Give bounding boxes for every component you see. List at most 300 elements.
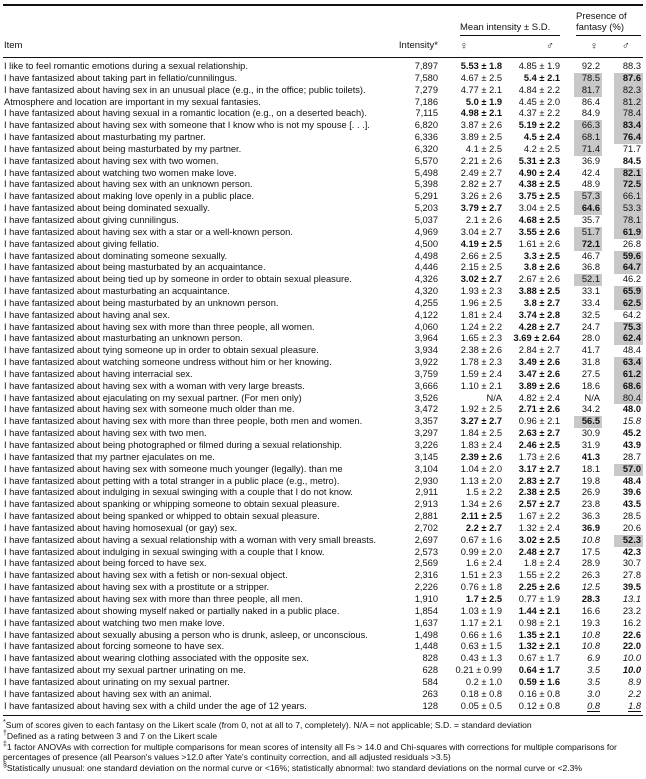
table-row xyxy=(3,61,643,73)
intensity-cell: 2,316 xyxy=(414,570,438,581)
mean-female-cell: 2.1 ± 2.6 xyxy=(465,214,502,225)
presence-female-cell: 3.5 xyxy=(587,676,600,687)
intensity-cell: 5,398 xyxy=(414,179,438,190)
intensity-cell: 2,930 xyxy=(414,475,438,486)
table-row xyxy=(3,547,643,559)
table-row xyxy=(3,333,643,345)
presence-female-cell: 86.4 xyxy=(581,96,600,107)
item-cell: I have fantasized about being masturbated by an acquaintance. xyxy=(4,262,266,273)
mean-female-cell: 4.1 ± 2.5 xyxy=(465,143,502,154)
intensity-cell: 3,526 xyxy=(414,392,438,403)
intensity-cell: 7,115 xyxy=(415,108,438,119)
presence-male-cell: 62.4 xyxy=(614,333,643,345)
mean-female-cell: 1.03 ± 1.9 xyxy=(460,605,502,616)
female-symbol: ♀ xyxy=(590,40,598,52)
mean-female-cell: 0.67 ± 1.6 xyxy=(460,534,502,545)
mean-male-cell: 3.8 ± 2.7 xyxy=(523,297,560,308)
presence-female-cell: 34.2 xyxy=(581,404,600,415)
mean-male-cell: 4.5 ± 2.4 xyxy=(523,132,560,143)
table-row xyxy=(3,168,643,180)
item-cell: I have fantasized about having sex with more than three people, all men. xyxy=(4,593,303,604)
presence-male-cell: 48.0 xyxy=(622,404,641,415)
presence-male-cell: 64.2 xyxy=(622,309,641,320)
presence-male-cell: 46.2 xyxy=(622,274,641,285)
presence-female-cell: 26.3 xyxy=(581,570,600,581)
mean-female-cell: 2.2 ± 2.7 xyxy=(465,522,502,533)
intensity-cell: 7,186 xyxy=(414,96,438,107)
table-row xyxy=(3,428,643,440)
presence-female-cell: 36.9 xyxy=(581,155,600,166)
presence-male-cell: 87.6 xyxy=(614,73,643,85)
mean-female-cell: 1.96 ± 2.5 xyxy=(460,297,502,308)
intensity-cell: 1,448 xyxy=(414,641,438,652)
intensity-cell: 3,922 xyxy=(414,357,438,368)
table-row xyxy=(3,440,643,452)
item-cell: I have fantasized about being masturbated by an unknown person. xyxy=(4,297,279,308)
presence-female-cell: 12.5 xyxy=(581,582,600,593)
presence-male-cell: 26.8 xyxy=(622,238,641,249)
table-row xyxy=(3,381,643,393)
presence-female-cell: 66.3 xyxy=(574,120,602,132)
item-cell: I have fantasized about having sex with a child under the age of 12 years. xyxy=(4,700,307,711)
mean-male-cell: 1.8 ± 2.4 xyxy=(523,558,560,569)
mean-female-cell: 4.19 ± 2.5 xyxy=(460,238,502,249)
mean-male-cell: 4.38 ± 2.5 xyxy=(518,179,560,190)
mean-male-cell: 2.25 ± 2.6 xyxy=(518,582,560,593)
footnote: *Sum of scores given to each fantasy on the Likert scale (from 0, not at all to 7, completely). N/A = not applicable; S.D. = standard deviation xyxy=(3,719,532,731)
item-cell: I have fantasized about sexually abusing a person who is drunk, asleep, or unconscious. xyxy=(4,629,368,640)
presence-male-cell: 88.3 xyxy=(622,61,641,71)
mean-female-cell: 1.92 ± 2.5 xyxy=(460,404,502,415)
mean-female-cell: 2.11 ± 2.5 xyxy=(461,511,502,522)
presence-female-cell: 36.8 xyxy=(581,262,600,273)
mean-male-cell: 3.74 ± 2.8 xyxy=(518,309,560,320)
mean-female-cell: 3.26 ± 2.6 xyxy=(460,191,502,202)
presence-female-cell: 33.1 xyxy=(581,286,600,297)
mean-male-cell: 2.38 ± 2.5 xyxy=(518,487,560,498)
mean-female-cell: 0.05 ± 0.5 xyxy=(460,700,502,711)
presence-male-cell: 61.2 xyxy=(614,369,643,381)
item-cell: I have fantasized about having sex with someone that I know who is not my spouse [. . .]. xyxy=(4,120,370,131)
item-cell: Atmosphere and location are important in my sexual fantasies. xyxy=(4,96,261,107)
presence-female-cell: N/A xyxy=(584,392,600,403)
intensity-cell: 6,320 xyxy=(414,143,438,154)
table-row xyxy=(3,464,643,476)
mean-male-cell: 1.32 ± 2.1 xyxy=(518,641,560,652)
intensity-cell: 6,336 xyxy=(414,132,438,143)
item-cell: I have fantasized about being masturbated by my partner. xyxy=(4,143,242,154)
item-cell: I have fantasized about having sex with an animal. xyxy=(4,688,212,699)
mean-female-cell: 0.76 ± 1.8 xyxy=(460,582,502,593)
intensity-cell: 2,913 xyxy=(414,499,438,510)
mean-female-cell: 1.65 ± 2.3 xyxy=(460,333,502,344)
presence-male-cell: 23.2 xyxy=(622,605,641,616)
item-cell: I have fantasized about having sex with two men. xyxy=(4,428,207,439)
mean-male-cell: 3.75 ± 2.5 xyxy=(518,191,560,202)
presence-female-cell: 46.7 xyxy=(581,250,600,261)
presence-male-cell: 39.6 xyxy=(622,487,641,498)
intensity-cell: 7,279 xyxy=(414,84,438,95)
mean-female-cell: 4.77 ± 2.1 xyxy=(460,84,502,95)
presence-male-cell: 52.3 xyxy=(614,535,643,547)
mean-male-cell: 3.8 ± 2.6 xyxy=(523,262,560,273)
table-row xyxy=(3,262,643,274)
intensity-cell: 4,498 xyxy=(414,250,438,261)
table-row xyxy=(3,641,643,653)
table-row xyxy=(3,653,643,665)
table-row xyxy=(3,203,643,215)
mean-female-cell: 2.49 ± 2.7 xyxy=(460,167,502,178)
column-group-header-row xyxy=(3,12,643,36)
table-row xyxy=(3,511,643,523)
intensity-cell: 3,666 xyxy=(414,380,438,391)
item-cell: I like to feel romantic emotions during a sexual relationship. xyxy=(4,61,248,71)
mean-female-cell: 1.24 ± 2.2 xyxy=(460,321,502,332)
item-cell: I have fantasized about having sex with a star or a well-known person. xyxy=(4,226,293,237)
table-row xyxy=(3,73,643,85)
presence-female-cell: 35.7 xyxy=(581,214,600,225)
presence-male-cell: 22.6 xyxy=(622,629,641,640)
presence-male-cell: 53.3 xyxy=(614,203,643,215)
presence-male-cell: 59.6 xyxy=(614,251,643,263)
table-row xyxy=(3,404,643,416)
item-cell: I have fantasized about showing myself naked or partially naked in a public place. xyxy=(4,605,340,616)
table-row xyxy=(3,156,643,168)
footnotes xyxy=(3,720,643,773)
mean-male-cell: 1.32 ± 2.4 xyxy=(518,522,560,533)
table-row xyxy=(3,606,643,618)
item-cell: I have fantasized about having homosexual (or gay) sex. xyxy=(4,522,238,533)
presence-female-cell: 57.3 xyxy=(574,191,602,203)
mean-male-cell: 2.83 ± 2.7 xyxy=(518,475,560,486)
table-row xyxy=(3,677,643,689)
item-cell: I have fantasized about urinating on my sexual partner. xyxy=(4,676,230,687)
table-row xyxy=(3,227,643,239)
intensity-cell: 5,203 xyxy=(414,203,438,214)
item-cell: I have fantasized about masturbating an acquaintance. xyxy=(4,286,230,297)
presence-female-cell: 64.6 xyxy=(574,203,602,215)
item-cell: I have fantasized about giving fellatio. xyxy=(4,238,160,249)
item-cell: I have fantasized about having sex with a prostitute or a stripper. xyxy=(4,582,270,593)
presence-female-cell: 42.4 xyxy=(581,167,600,178)
table-row xyxy=(3,286,643,298)
mean-male-cell: 4.37 ± 2.2 xyxy=(518,108,560,119)
mean-female-cell: 3.27 ± 2.7 xyxy=(460,416,502,427)
intensity-cell: 584 xyxy=(422,676,438,687)
intensity-cell: 1,854 xyxy=(414,605,438,616)
presence-male-cell: 82.3 xyxy=(614,85,643,97)
presence-female-cell: 31.9 xyxy=(581,440,600,450)
intensity-cell: 3,472 xyxy=(414,404,438,415)
item-cell: I have fantasized about wearing clothing associated with the opposite sex. xyxy=(4,653,309,664)
presence-female-cell: 68.1 xyxy=(574,132,602,144)
presence-female-cell: 41.7 xyxy=(581,345,600,356)
mean-female-cell: 1.81 ± 2.4 xyxy=(460,309,502,320)
presence-female-cell: 92.2 xyxy=(581,61,600,71)
table-row xyxy=(3,85,643,97)
presence-male-cell: 20.6 xyxy=(622,522,641,533)
mean-male-cell: 2.48 ± 2.7 xyxy=(518,546,560,557)
item-cell: I have fantasized about having sex with an unknown person. xyxy=(4,179,253,190)
intensity-cell: 4,255 xyxy=(414,297,438,308)
mean-female-cell: 1.93 ± 2.3 xyxy=(460,286,502,297)
presence-male-cell: 68.6 xyxy=(614,381,643,393)
intensity-cell: 7,580 xyxy=(414,72,438,83)
item-cell: I have fantasized about having sex with two women. xyxy=(4,155,219,166)
mean-female-cell: 1.78 ± 2.3 xyxy=(460,357,502,368)
intensity-cell: 2,911 xyxy=(415,487,438,498)
presence-female-cell: 36.3 xyxy=(581,511,600,522)
presence-female-cell: 36.9 xyxy=(581,522,600,533)
mean-male-cell: 2.46 ± 2.5 xyxy=(518,440,560,450)
presence-female-cell: 26.9 xyxy=(581,487,600,498)
mean-female-cell: 0.66 ± 1.6 xyxy=(460,629,502,640)
mean-male-cell: 4.85 ± 1.9 xyxy=(518,61,560,71)
presence-female-cell: 30.9 xyxy=(581,428,600,439)
item-cell: I have fantasized about having sex with someone much younger (legally). than me xyxy=(4,463,343,474)
intensity-cell: 7,897 xyxy=(414,61,438,71)
table-row xyxy=(3,582,643,594)
intensity-cell: 4,969 xyxy=(414,226,438,237)
intensity-cell: 4,060 xyxy=(414,321,438,332)
presence-male-cell: 2.2 xyxy=(628,688,641,699)
mean-female-cell: 3.79 ± 2.7 xyxy=(460,203,502,214)
mean-male-cell: 1.35 ± 2.1 xyxy=(518,629,560,640)
item-cell: I have fantasized about having interracial sex. xyxy=(4,368,193,379)
intensity-cell: 5,498 xyxy=(414,167,438,178)
mean-male-cell: 0.12 ± 0.8 xyxy=(518,700,560,711)
item-cell: I have fantasized about having sexual in a romantic location (e.g., on a deserted beach). xyxy=(4,108,367,119)
table-row xyxy=(3,689,643,701)
bottom-rule xyxy=(3,715,643,716)
item-cell: I have fantasized about being dominated sexually. xyxy=(4,203,210,214)
presence-female-cell: 84.9 xyxy=(581,108,600,119)
presence-male-cell: 71.7 xyxy=(622,143,641,154)
presence-male-cell: 1.8 xyxy=(628,700,641,711)
presence-male-cell: 42.3 xyxy=(622,546,641,557)
table-row xyxy=(3,416,643,428)
mean-female-cell: 0.21 ± 0.99 xyxy=(455,665,502,676)
intensity-cell: 3,759 xyxy=(414,368,438,379)
presence-female-cell: 10.8 xyxy=(581,629,600,640)
presence-female-cell: 27.5 xyxy=(581,368,600,379)
presence-female-cell: 24.7 xyxy=(581,321,600,332)
presence-male-cell: 43.5 xyxy=(622,499,641,510)
mean-male-cell: 4.2 ± 2.5 xyxy=(523,143,560,154)
item-cell: I have fantasized about spanking or whipping someone to obtain sexual pleasure. xyxy=(4,499,340,510)
item-cell: I have fantasized about having a sexual relationship with a woman with very small breasts. xyxy=(4,534,377,545)
presence-male-cell: 65.9 xyxy=(614,286,643,298)
mean-female-cell: 2.82 ± 2.7 xyxy=(460,179,502,190)
item-cell: I have fantasized about petting with a total stranger in a public place (e.g., metro). xyxy=(4,475,340,486)
presence-male-cell: 13.1 xyxy=(622,593,641,604)
mean-female-cell: 1.6 ± 2.4 xyxy=(465,558,502,569)
presence-male-cell: 39.5 xyxy=(622,582,641,593)
intensity-cell: 4,122 xyxy=(414,309,438,320)
female-symbol: ♀ xyxy=(460,40,468,52)
mean-male-cell: 2.71 ± 2.6 xyxy=(518,404,560,415)
presence-female-cell: 17.5 xyxy=(581,546,600,557)
table-row xyxy=(3,570,643,582)
table-row xyxy=(3,701,643,713)
table-row xyxy=(3,618,643,630)
table-header xyxy=(3,12,643,58)
mean-female-cell: 1.13 ± 2.0 xyxy=(460,475,502,486)
mean-male-cell: 3.17 ± 2.7 xyxy=(518,463,560,474)
male-symbol: ♂ xyxy=(546,40,554,52)
table-row xyxy=(3,274,643,286)
table-row xyxy=(3,191,643,203)
intensity-cell: 2,573 xyxy=(414,546,438,557)
presence-male-cell: 30.7 xyxy=(622,558,641,569)
table-row xyxy=(3,357,643,369)
item-cell: I have fantasized about being photographed or filmed during a sexual relationship. xyxy=(4,440,343,450)
mean-female-cell: 0.63 ± 1.5 xyxy=(460,641,502,652)
presence-male-cell: 64.7 xyxy=(614,262,643,274)
presence-group-header: Presence of fantasy (%) xyxy=(576,12,641,36)
presence-female-cell: 28.9 xyxy=(581,558,600,569)
intensity-cell: 3,226 xyxy=(414,440,438,450)
intensity-cell: 628 xyxy=(422,665,438,676)
presence-female-cell: 23.8 xyxy=(581,499,600,510)
presence-male-cell: 48.4 xyxy=(622,475,641,486)
item-cell: I have fantasized about my sexual partner urinating on me. xyxy=(4,665,246,676)
mean-female-cell: 4.98 ± 2.1 xyxy=(460,108,502,119)
mean-male-cell: 5.31 ± 2.3 xyxy=(518,155,560,166)
mean-female-cell: 2.21 ± 2.6 xyxy=(460,155,502,166)
intensity-cell: 3,297 xyxy=(414,428,438,439)
table-row xyxy=(3,630,643,642)
item-cell: I have fantasized about being tied up by someone in order to obtain sexual pleasure. xyxy=(4,274,352,285)
presence-male-cell: 27.8 xyxy=(622,570,641,581)
intensity-cell: 5,570 xyxy=(414,155,438,166)
table-row xyxy=(3,97,643,109)
intensity-cell: 1,637 xyxy=(414,617,438,628)
presence-male-cell: 63.4 xyxy=(614,357,643,369)
mean-female-cell: 0.43 ± 1.3 xyxy=(460,653,502,664)
mean-male-cell: 2.84 ± 2.7 xyxy=(518,345,560,356)
table-row xyxy=(3,144,643,156)
mean-female-cell: 3.04 ± 2.7 xyxy=(460,226,502,237)
item-cell: I have fantasized about indulging in sexual swinging with a couple that I know. xyxy=(4,546,325,557)
mean-female-cell: 3.89 ± 2.5 xyxy=(460,132,502,143)
mean-male-cell: 0.96 ± 2.1 xyxy=(518,416,560,427)
mean-male-cell: 3.49 ± 2.6 xyxy=(518,357,560,368)
mean-female-cell: 1.10 ± 2.1 xyxy=(460,380,502,391)
presence-female-cell: 41.3 xyxy=(581,451,600,462)
item-cell: I have fantasized about having sex with a woman with very large breasts. xyxy=(4,380,305,391)
presence-female-cell: 31.8 xyxy=(581,357,600,368)
presence-male-cell: 82.1 xyxy=(614,168,643,180)
mean-female-cell: 4.67 ± 2.5 xyxy=(460,72,502,83)
mean-male-cell: 3.55 ± 2.6 xyxy=(518,226,560,237)
presence-female-cell: 10.8 xyxy=(581,534,600,545)
intensity-cell: 3,934 xyxy=(414,345,438,356)
top-rule xyxy=(3,4,643,6)
presence-male-cell: 16.2 xyxy=(622,617,641,628)
mean-male-cell: 0.67 ± 1.7 xyxy=(518,653,560,664)
mean-male-cell: 1.67 ± 2.2 xyxy=(518,511,560,522)
table-row xyxy=(3,665,643,677)
mean-female-cell: 1.51 ± 2.3 xyxy=(460,570,502,581)
item-cell: I have fantasized about watching two men make love. xyxy=(4,617,225,628)
mean-male-cell: 5.4 ± 2.1 xyxy=(523,72,560,83)
table-row xyxy=(3,393,643,405)
item-cell: I have fantasized about having sex in an unusual place (e.g., in the office; public toilets). xyxy=(4,84,366,95)
item-cell: I have fantasized about having sex with a fetish or non-sexual object. xyxy=(4,570,288,581)
item-cell: I have fantasized about ejaculating on my sexual partner. (For men only) xyxy=(4,392,302,403)
presence-male-cell: 10.0 xyxy=(622,665,641,676)
intensity-cell: 1,498 xyxy=(414,629,438,640)
intensity-cell: 2,881 xyxy=(414,511,438,522)
mean-female-cell: 2.15 ± 2.5 xyxy=(460,262,502,273)
presence-female-cell: 6.9 xyxy=(587,653,600,664)
table-body xyxy=(3,61,643,712)
mean-male-cell: 1.55 ± 2.2 xyxy=(518,570,560,581)
presence-female-cell: 19.3 xyxy=(581,617,600,628)
presence-female-cell: 3.0 xyxy=(587,688,600,699)
presence-male-cell: 8.9 xyxy=(628,676,641,687)
item-cell: I have fantasized about masturbating an unknown person. xyxy=(4,333,243,344)
presence-female-cell: 72.1 xyxy=(574,239,602,251)
table-row xyxy=(3,476,643,488)
mean-male-cell: 4.84 ± 2.2 xyxy=(518,84,560,95)
item-cell: I have fantasized about having sex with more than three people, both men and women. xyxy=(4,416,363,427)
presence-male-cell: 61.9 xyxy=(614,227,643,239)
mean-female-cell: 1.04 ± 2.0 xyxy=(460,463,502,474)
mean-intensity-group-header: Mean intensity ± S.D. xyxy=(460,23,560,37)
mean-male-cell: 3.47 ± 2.6 xyxy=(518,368,560,379)
item-cell: I have fantasized about masturbating my partner. xyxy=(4,132,206,143)
table-row xyxy=(3,535,643,547)
intensity-cell: 2,702 xyxy=(414,522,438,533)
presence-male-cell: 78.1 xyxy=(614,215,643,227)
footnote: †Defined as a rating between 3 and 7 on the Likert scale xyxy=(3,730,218,741)
presence-female-cell: 78.5 xyxy=(574,73,602,85)
mean-male-cell: 3.02 ± 2.5 xyxy=(518,534,560,545)
table-row xyxy=(3,499,643,511)
mean-female-cell: 1.59 ± 2.4 xyxy=(460,368,502,379)
mean-female-cell: 0.18 ± 0.8 xyxy=(460,688,502,699)
presence-female-cell: 32.5 xyxy=(581,309,600,320)
presence-female-cell: 3.5 xyxy=(587,665,600,676)
intensity-cell: 4,320 xyxy=(414,286,438,297)
mean-male-cell: 2.63 ± 2.7 xyxy=(518,428,560,439)
presence-male-cell: 66.1 xyxy=(614,191,643,203)
presence-male-cell: 48.4 xyxy=(622,345,641,356)
presence-male-cell: 28.5 xyxy=(622,511,641,522)
intensity-cell: 2,226 xyxy=(414,582,438,593)
mean-male-cell: 2.57 ± 2.7 xyxy=(518,499,560,510)
mean-female-cell: 2.38 ± 2.6 xyxy=(460,345,502,356)
table-row xyxy=(3,369,643,381)
presence-male-cell: 72.5 xyxy=(614,179,643,191)
header-rule xyxy=(3,57,643,58)
item-cell: I have fantasized about dominating someone sexually. xyxy=(4,250,228,261)
presence-female-cell: 33.4 xyxy=(581,297,600,308)
presence-male-cell: 75.3 xyxy=(614,322,643,334)
mean-male-cell: 3.69 ± 2.64 xyxy=(513,333,560,344)
presence-male-cell: 83.4 xyxy=(614,120,643,132)
item-cell: I have fantasized about indulging in sexual swinging with a couple that I do not know. xyxy=(4,487,353,498)
presence-female-cell: 28.3 xyxy=(581,593,600,604)
item-cell: I have fantasized about watching someone undress without him or her knowing. xyxy=(4,357,332,368)
intensity-cell: 4,500 xyxy=(414,238,438,249)
presence-male-cell: 45.2 xyxy=(622,428,641,439)
mean-male-cell: 0.77 ± 1.9 xyxy=(518,593,560,604)
mean-male-cell: 5.19 ± 2.2 xyxy=(518,120,560,131)
mean-female-cell: 1.84 ± 2.5 xyxy=(460,428,502,439)
